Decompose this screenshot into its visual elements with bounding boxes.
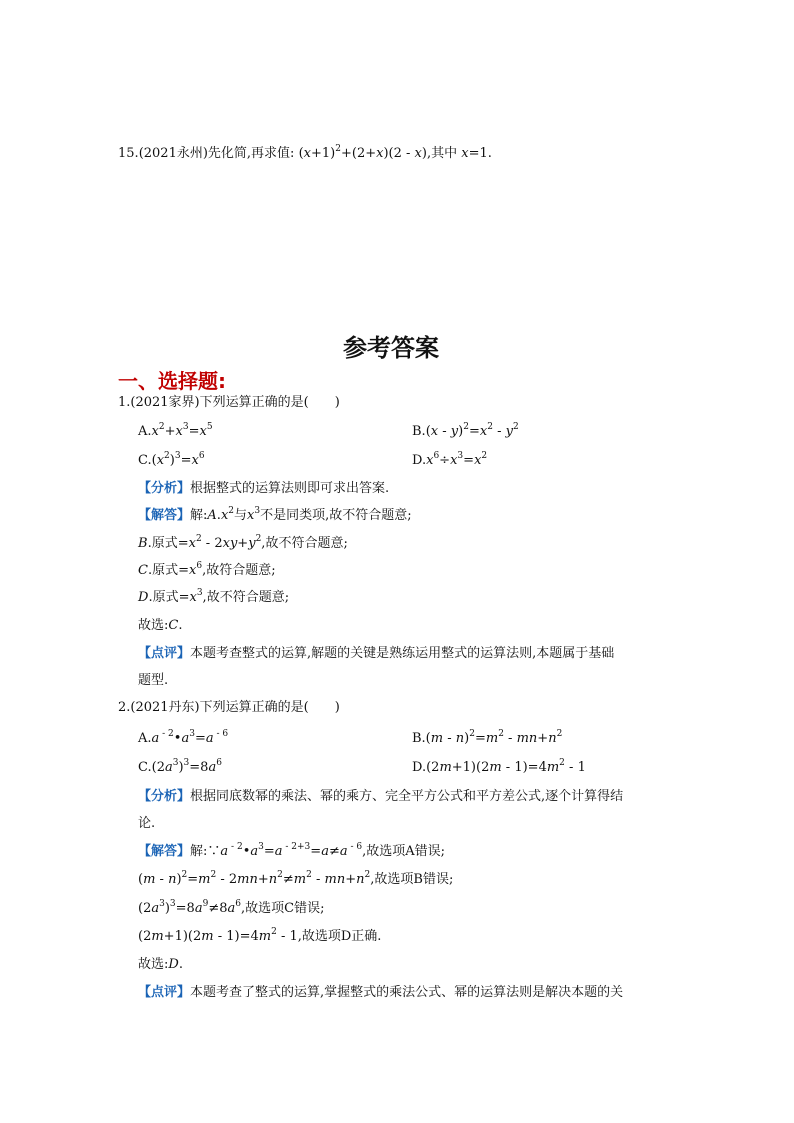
q1-solution: 【解答】解$:A.x^2$与$x^3$不是同类项,故不符合题意; bbox=[138, 506, 412, 523]
q2-analysis: 【分析】根据同底数幂的乘法、幂的乘方、完全平方公式和平方差公式,逐个计算得结 bbox=[138, 789, 624, 804]
q1-solution-b: B.原式$=x^2 - 2xy+y^2$,故不符合题意; bbox=[138, 534, 348, 551]
q1-solution-c: C.原式$=x^6$,故符合题意; bbox=[138, 561, 276, 578]
q2-solution-d: $(2m+1)(2m - 1)=4m^2 - 1$,故选项D正确. bbox=[138, 927, 382, 944]
q2-solution-c: $(2a^3)^3=8a^9\ne 8a^6$,故选项C错误; bbox=[138, 899, 325, 916]
section-heading: 一、选择题: bbox=[118, 369, 226, 393]
q2-option-b: $B.(m - n)^2=m^2 - mn+n^2$ bbox=[412, 729, 563, 746]
q1-analysis: 【分析】根据整式的运算法则即可求出答案. bbox=[138, 481, 390, 496]
question-15: 15.(2021永州)先化简,再求值: $(x+1)^2+(2+x)(2 - x)$,其中 x=1. bbox=[118, 144, 492, 161]
answers-title: 参考答案 bbox=[343, 334, 439, 362]
q1-option-d: $D.x^6\div x^3=x^2$ bbox=[412, 451, 488, 468]
q2-analysis-cont: 论. bbox=[138, 816, 156, 831]
question-1: 1.(2021家界)下列运算正确的是( ) bbox=[118, 395, 340, 410]
q2-solution-b: $(m - n)^2=m^2 - 2mn+n^2\ne m^2 - mn+n^2$,故选项B错误; bbox=[138, 870, 454, 887]
q1-option-c: $C.(x^2)^3=x^6$ bbox=[138, 451, 205, 468]
q2-comment: 【点评】本题考查了整式的运算,掌握整式的乘法公式、幂的运算法则是解决本题的关 bbox=[138, 985, 624, 1000]
q2-choice: 故选:D. bbox=[138, 957, 183, 972]
question-source: (2021永州) bbox=[138, 146, 208, 161]
question-text: 先化简,再求值: bbox=[207, 146, 295, 161]
q2-option-d: $D.(2m+1)(2m - 1)=4m^2 - 1$ bbox=[412, 758, 586, 775]
q1-solution-d: D.原式$=x^3$,故不符合题意; bbox=[138, 588, 290, 605]
q1-option-b: $B.(x - y)^2=x^2 - y^2$ bbox=[412, 422, 519, 439]
q1-choice: 故选:C. bbox=[138, 618, 183, 633]
q2-option-a: A.a $^{- 2}•a^3=a$ $^{- 6}$ bbox=[138, 729, 229, 746]
q1-option-a: $A.x^2+x^3=x^5$ bbox=[138, 422, 213, 439]
q1-comment: 【点评】本题考查整式的运算,解题的关键是熟练运用整式的运算法则,本题属于基础 bbox=[138, 646, 615, 661]
question-2: 2.(2021丹东)下列运算正确的是( ) bbox=[118, 700, 340, 715]
q1-comment-cont: 题型. bbox=[138, 673, 169, 688]
q2-solution: 【解答】解:∵a $^{- 2}•a^3=a$ $^{- 2+3}$=a≠a $^{- 6}$,故选项A错误; bbox=[138, 842, 446, 859]
math-expression: $(x+1)^2+(2+x)(2 - x)$ bbox=[298, 144, 427, 161]
q2-option-c: $C.(2a^3)^3=8a^6$ bbox=[138, 758, 222, 775]
question-number: 15. bbox=[118, 146, 139, 161]
